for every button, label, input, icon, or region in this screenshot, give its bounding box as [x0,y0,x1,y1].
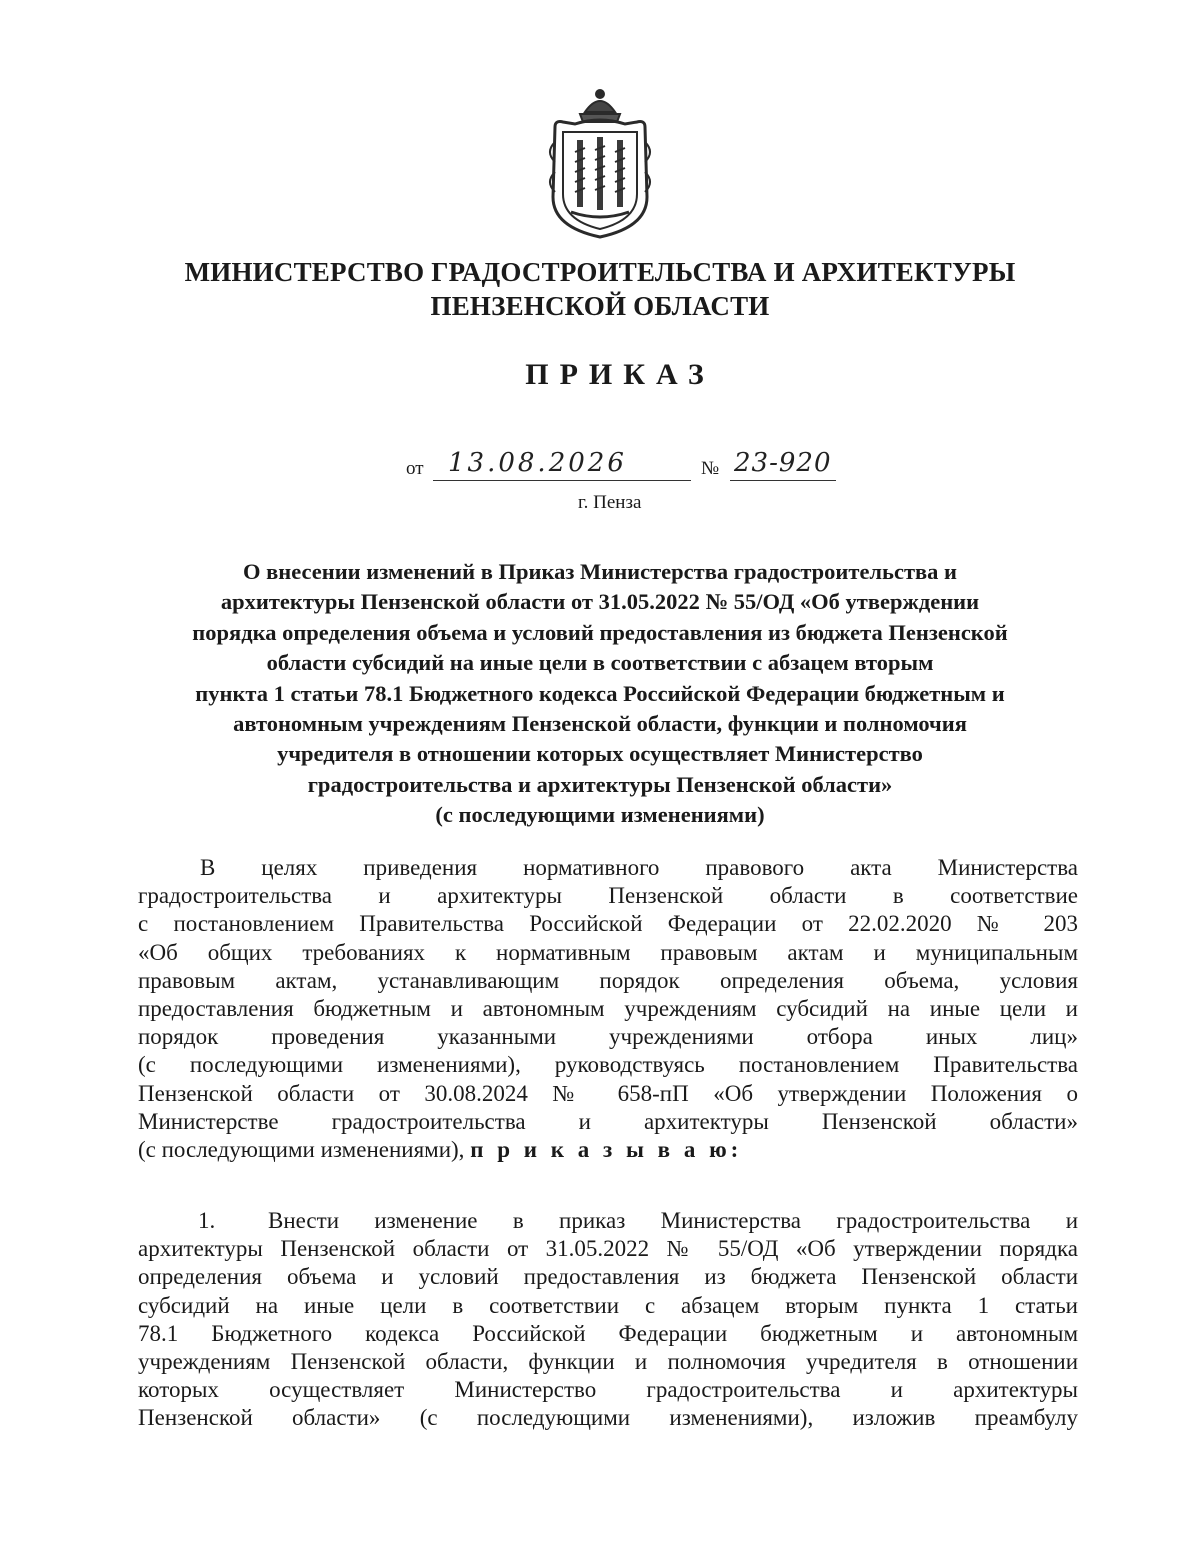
order-subject [120,557,1080,831]
order-date-handwritten: 13.08.2026 [448,448,627,478]
preamble-last-line-prefix: (с последующими изменениями), [138,1137,465,1163]
item-1-line: определения объема и условий предоставления из бюджета Пензенской области [138,1264,1078,1290]
item-1-line: учреждениям Пензенской области, функции и полномочия учредителя в отношении [138,1349,1078,1375]
preamble-line: (с последующими изменениями), руководствуясь постановлением Правительства [138,1052,1078,1078]
preamble-line: правовым актам, устанавливающим порядок определения объема, условия [138,967,1078,993]
subject-line: области субсидий на иные цели в соответствии с абзацем вторым [266,650,934,676]
preamble-line: с постановлением Правительства Российской Федерации от 22.02.2020 № 203 [138,911,1078,937]
preamble-line: Пензенской области от 30.08.2024 № 658-пП «Об утверждении Положения о [138,1080,1078,1106]
order-verb: п р и к а з ы в а ю: [470,1137,743,1163]
number-label: № [701,458,720,479]
preamble-line: градостроительства и архитектуры Пензенской области в соответствие [138,883,1078,909]
order-date-field [433,450,691,481]
penza-coat-of-arms-icon [535,82,665,242]
ministry-name-line-1: МИНИСТЕРСТВО ГРАДОСТРОИТЕЛЬСТВА И АРХИТЕКТУРЫ [184,257,1016,287]
subject-line: архитектуры Пензенской области от 31.05.2022 № 55/ОД «Об утверждении [220,589,980,615]
order-number-handwritten: 23-920 [734,448,832,478]
preamble-line: порядок проведения указанными учреждениями отбора иных лиц» [138,1024,1078,1050]
date-label: от [406,458,424,479]
preamble-line: предоставления бюджетным и автономным учреждениям субсидий на иные цели и [138,996,1078,1022]
subject-line: градостроительства и архитектуры Пензенской области» [307,771,893,797]
preamble-line: «Об общих требованиях к нормативным правовым актам и муниципальным [138,939,1078,965]
item-1-line: 78.1 Бюджетного кодекса Российской Федерации бюджетным и автономным [138,1320,1078,1346]
order-number-field [730,450,836,481]
preamble-paragraph [138,854,1078,1164]
preamble-line: Министерстве градостроительства и архитектуры Пензенской области» [138,1108,1078,1134]
subject-line: пункта 1 статьи 78.1 Бюджетного кодекса Российской Федерации бюджетным и [195,680,1005,706]
preamble-last-line [138,1136,1078,1164]
city-label: г. Пенза [578,492,642,513]
subject-line: учредителя в отношении которых осуществляет Министерство [277,741,923,767]
item-1-line: архитектуры Пензенской области от 31.05.2022 № 55/ОД «Об утверждении порядка [138,1236,1078,1262]
subject-line: (с последующими изменениями) [435,802,765,828]
item-1-paragraph [138,1207,1078,1433]
item-1-first-line-text: Внести изменение в приказ Министерства градостроительства и [268,1208,1078,1233]
item-1-line: субсидий на иные цели в соответствии с абзацем вторым пункта 1 статьи [138,1292,1078,1318]
ministry-name-line-2: ПЕНЗЕНСКОЙ ОБЛАСТИ [430,291,770,321]
item-1-line: Пензенской области» (с последующими изменениями), изложив преамбулу [138,1405,1078,1431]
item-1-first-line [138,1207,1078,1235]
document-type-title: ПРИКАЗ [525,358,715,391]
ministry-name [0,255,1200,323]
preamble-line: В целях приведения нормативного правового акта Министерства [200,855,1078,880]
item-number: 1. [198,1208,216,1233]
item-1-line: которых осуществляет Министерство градостроительства и архитектуры [138,1377,1078,1403]
subject-line: порядка определения объема и условий предоставления из бюджета Пензенской [192,619,1008,645]
subject-line: автономным учреждениям Пензенской области, функции и полномочия [233,711,967,737]
subject-line: О внесении изменений в Приказ Министерства градостроительства и [242,559,957,584]
